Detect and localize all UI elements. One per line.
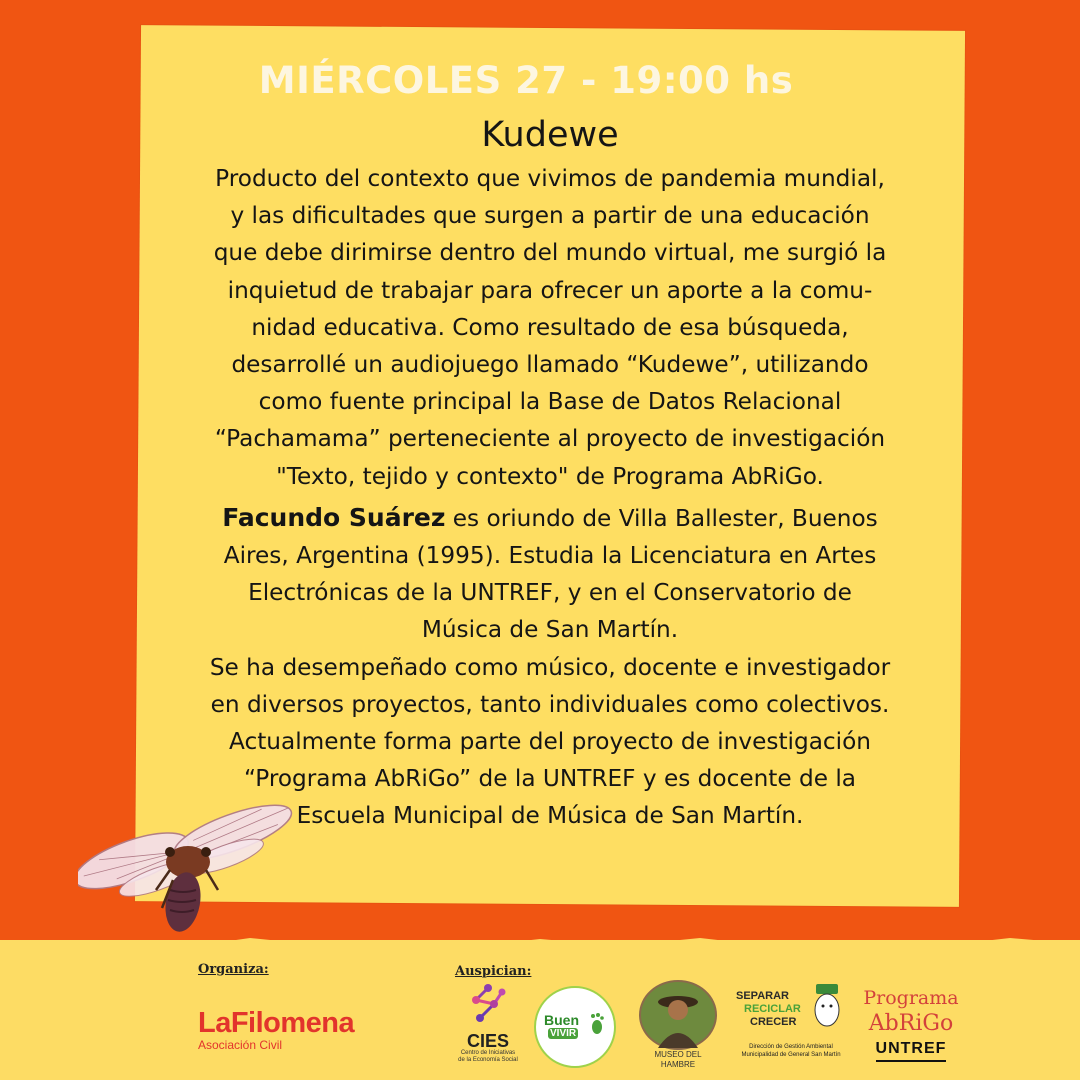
bio-line: Aires, Argentina (1995). Estudia la Licenciatura en Artes [223, 542, 877, 570]
bio-first-line: es oriundo de Villa Ballester, Buenos [445, 504, 878, 532]
separar-sub-line: Municipalidad de General San Martín [741, 1052, 841, 1058]
lafilomena-sub: Asociación Civil [198, 1038, 283, 1052]
description-line: Producto del contexto que vivimos de pandemia mundial, [215, 165, 885, 192]
event-date: MIÉRCOLES 27 - 19:00 hs [258, 59, 794, 102]
description-line: nidad educativa. Como resultado de esa búsqueda, [251, 313, 849, 341]
museo-line2: HAMBRE [660, 1060, 696, 1069]
description-line: inquietud de trabajar para ofrecer un aporte a la comu- [227, 276, 873, 304]
organiza-label: Organiza: [198, 962, 269, 977]
cicada-icon [78, 790, 328, 940]
bio-line: Actualmente forma parte del proyecto de investigación [229, 728, 871, 756]
event-title: Kudewe [481, 115, 619, 155]
cies-sub-line: Centro de Iniciativas [460, 1050, 516, 1056]
lafilomena-name: LaFilomena [198, 1007, 355, 1039]
separar-line1: SEPARAR [736, 990, 789, 1002]
description-line: “Pachamama” perteneciente al proyecto de investigación [214, 425, 886, 453]
abrigo-line1: Programa [863, 987, 959, 1009]
auspician-label: Auspician: [455, 964, 532, 979]
description-line: desarrollé un audiojuego llamado “Kudewe”, utilizando [231, 351, 869, 379]
separar-reciclar-logo [736, 990, 846, 1059]
separar-sub-line: Dirección de Gestión Ambiental [749, 1044, 833, 1050]
cies-logo [450, 982, 526, 1064]
lafilomena-logo [198, 1008, 354, 1052]
buen-vivir-logo [534, 986, 616, 1068]
museo-line1: MUSEO DEL [654, 1050, 702, 1059]
person-icon [641, 982, 715, 1048]
programa-abrigo-logo [856, 986, 966, 1062]
museo-del-hambre-logo [638, 980, 718, 1070]
bio-line [140, 499, 960, 537]
bio-line: Escuela Municipal de Música de San Martín. [296, 802, 804, 830]
bio-line: Música de San Martín. [421, 616, 679, 644]
abrigo-line2: AbRiGo [868, 1011, 954, 1036]
description-line: y las dificultades que surgen a partir de una educación [230, 202, 870, 230]
event-description [140, 160, 960, 495]
separar-line3: CRECER [750, 1016, 797, 1028]
author-bio [140, 499, 960, 835]
bio-line: Se ha desempeñado como músico, docente e investigador [209, 653, 891, 681]
footprint-icon [588, 1012, 606, 1036]
recycling-mascot-icon [810, 984, 844, 1030]
abrigo-line3: UNTREF [876, 1038, 947, 1062]
description-line: que debe dirimirse dentro del mundo virtual, me surgió la [213, 239, 887, 267]
bio-line: en diversos proyectos, tanto individuales como colectivos. [210, 690, 890, 718]
description-line: como fuente principal la Base de Datos Relacional [258, 388, 842, 416]
bio-line: “Programa AbRiGo” de la UNTREF y es docente de la [243, 765, 857, 793]
museo-portrait [639, 980, 717, 1050]
buen-vivir-line2: VIVIR [550, 1028, 577, 1039]
buen-vivir-line1: Buen [544, 1012, 579, 1028]
cies-sub-line: de la Economía Social [458, 1057, 518, 1063]
event-content [140, 52, 960, 835]
cies-name: CIES [466, 1031, 509, 1051]
bio-line: Electrónicas de la UNTREF, y en el Conservatorio de [248, 579, 852, 607]
separar-line2: RECICLAR [744, 1003, 801, 1015]
description-line: "Texto, tejido y contexto" de Programa AbRiGo. [276, 462, 824, 490]
author-name: Facundo Suárez [222, 502, 446, 532]
network-icon [468, 982, 508, 1026]
